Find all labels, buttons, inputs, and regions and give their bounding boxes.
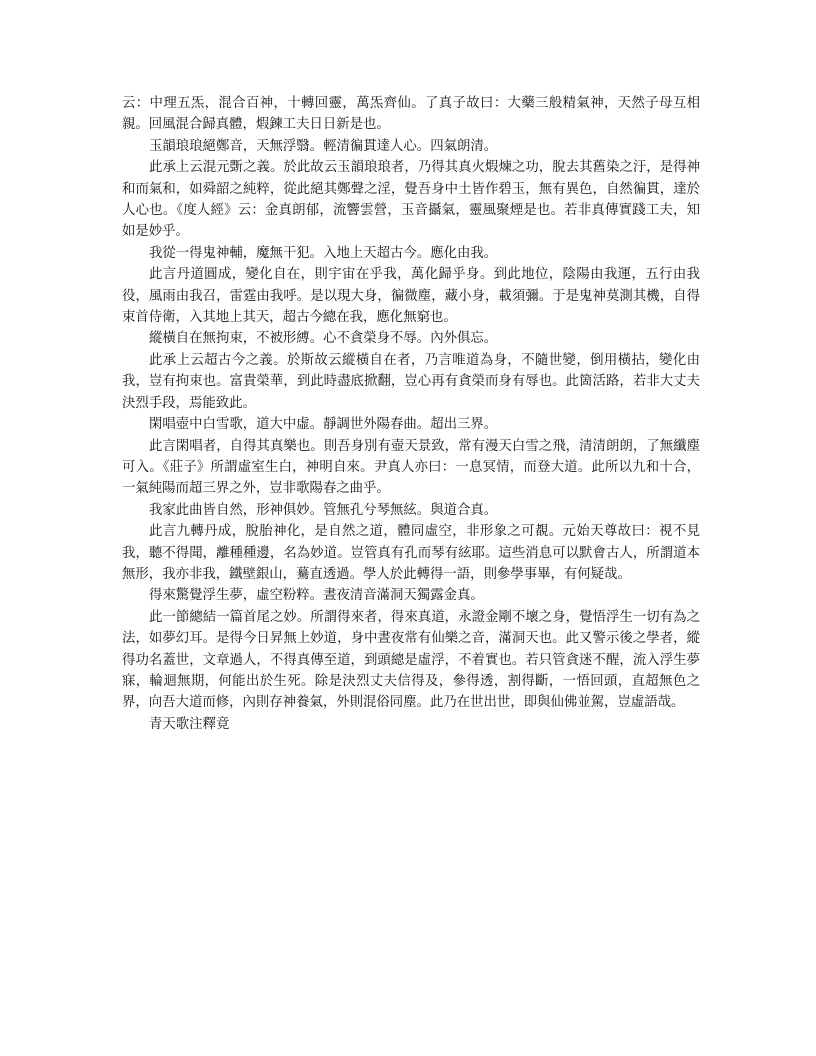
paragraph-continuation: 云：中理五炁，混合百神，十轉回靈，萬炁齊仙。了真子故曰：大藥三般精氣神，天然子母互相親。回風混合歸真體，煆鍊工夫日日新是也。 xyxy=(122,96,700,133)
verse-line: 閑唱壺中白雪歌，道大中虛。靜調世外陽春曲。超出三界。 xyxy=(149,417,498,433)
verse-line: 我家此曲皆自然，形神俱妙。管無孔兮琴無絃。與道合真。 xyxy=(149,502,498,518)
commentary-paragraph: 此言丹道圓成，變化自在，則宇宙在乎我，萬化歸乎身。到此地位，陰陽由我運，五行由我役，風雨由我召，雷霆由我呼。是以現大身，徧微塵，藏小身，載須彌。于是鬼神莫測其機，自得束首侍衛，入其地上其天，超古今總在我，應化無窮也。 xyxy=(122,267,700,326)
closing-line: 青天歌注釋竟 xyxy=(149,716,230,732)
commentary-paragraph: 此承上云混元斲之義。於此故云玉韻琅琅者，乃得其真火煆煉之功，脫去其舊染之汙，是得神和而氣和，如舜韶之純粹，從此絕其鄭聲之淫，覺吾身中土皆作碧玉，無有異色，自然徧貫，達於人心也。《度人經》云：金真朗郁，流響雲營，玉音攝氣，靈風聚煙是也。若非真傳實踐工夫，知如是妙乎。 xyxy=(122,160,700,240)
verse-line: 得來驚覺浮生夢，虛空粉粹。晝夜清音滿洞天獨露金真。 xyxy=(149,588,484,604)
verse-line: 縱橫自在無拘束，不被形縛。心不貪榮身不辱。內外俱忘。 xyxy=(149,331,498,347)
commentary-paragraph: 此言九轉丹成，脫胎神化，是自然之道，體同虛空，非形象之可覩。元始天尊故曰：視不見我，聽不得聞，離種種邊，名為妙道。豈管真有孔而琴有絃耶。這些消息可以默會古人，所謂道本無形，我亦非我，鐵壁銀山，驀直透過。學人於此轉得一語，則參學事畢，有何疑哉。 xyxy=(122,524,700,582)
commentary-paragraph: 此承上云超古今之義。於斯故云縱橫自在者，乃言唯道為身，不隨世變，倒用橫拈，變化由我，豈有拘束也。富貴榮華，到此時盡底掀翻，豈心再有貪榮而身有辱也。此箇活路，若非大丈夫決烈手段，焉能致此。 xyxy=(122,352,700,411)
document-page xyxy=(122,93,700,735)
verse-line: 玉韻琅琅絕鄭音，天無浮翳。輕清徧貫達人心。四氣朗清。 xyxy=(149,138,498,154)
commentary-paragraph: 此言閑唱者，自得其真樂也。則吾身別有壺天景致，常有漫天白雪之飛，清清朗朗，了無纖塵可入。《莊子》所謂虛室生白，神明自來。尹真人亦曰：一息冥情，而登大道。此所以九和十合，一氣純陽而超三界之外，豈非歌陽春之曲乎。 xyxy=(122,438,700,497)
commentary-paragraph: 此一節總結一篇首尾之妙。所謂得來者，得來真道，永證金剛不壞之身，覺悟浮生一切有為之法，如夢幻耳。是得今日昇無上妙道，身中晝夜常有仙樂之音，滿洞天也。此又警示後之學者，縱得功名蓋世，文章過人，不得真傳至道，到頭總是虛浮，不着實也。若只管貪迷不醒，流入浮生夢寐，輪迴無期，何能出於生死。除是決烈丈夫信得及，參得透，割得斷，一悟回頭，直超無色之界，向吾大道而修，內則存神養氣，外則混俗同塵。此乃在世出世，即與仙佛並駕，豈虛語哉。 xyxy=(122,609,700,711)
verse-line: 我從一得鬼神輔，魔無干犯。入地上天超古今。應化由我。 xyxy=(149,245,498,261)
